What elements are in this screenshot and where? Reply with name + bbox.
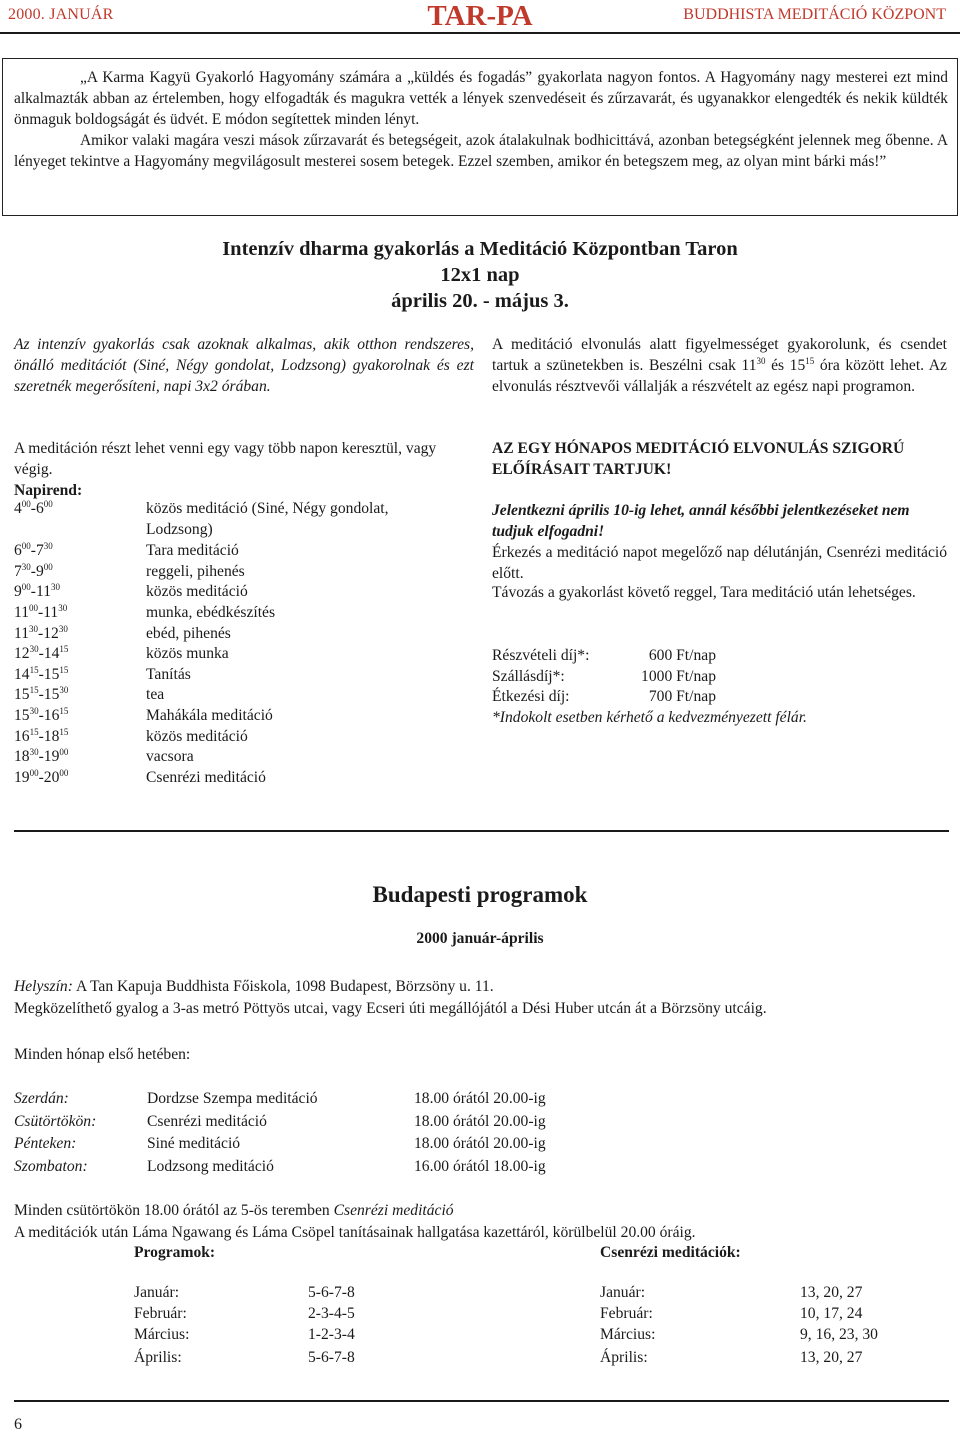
schedule-time: $6^{00}-7^{30}$: [14, 541, 53, 559]
fee-value: 600 Ft/nap: [648, 647, 716, 664]
schedule-minute: 30: [43, 541, 53, 551]
csenrezi-days: 13, 20, 27: [800, 1284, 863, 1301]
participation-text: A meditáción részt lehet venni egy vagy több napon keresztül, vagy végig.: [14, 440, 437, 478]
schedule-time: $16^{15}-18^{15}$: [14, 727, 69, 745]
schedule-time: $15^{30}-16^{15}$: [14, 706, 69, 724]
budapest-subtitle: 2000 január-április: [416, 930, 544, 947]
schedule-time: $7^{30}-9^{00}$: [14, 562, 53, 580]
header-divider: [0, 32, 960, 34]
schedule-minute: 00: [43, 499, 53, 509]
application-deadline: Jelentkezni április 10-ig lehet, annál későbbi jelentkezéseket nem tudjuk elfogadni!: [492, 502, 910, 540]
weekly-practice: Lodzsong meditáció: [147, 1158, 274, 1175]
schedule-minute: 00: [21, 582, 31, 592]
schedule-time: $18^{30}-19^{00}$: [14, 747, 69, 765]
footer-divider: [14, 1400, 949, 1402]
program-days: 5-6-7-8: [308, 1284, 355, 1301]
weekly-time: 18.00 órától 20.00-ig: [414, 1135, 546, 1152]
programs-label: Programok:: [134, 1244, 216, 1261]
schedule-activity: vacsora: [146, 748, 194, 765]
weekly-practice: Siné meditáció: [147, 1135, 241, 1152]
rules-note: AZ EGY HÓNAPOS MEDITÁCIÓ ELVONULÁS SZIGORÚ ELŐÍRÁSAIT TARTJUK!: [492, 440, 905, 478]
program-month: Március:: [134, 1326, 190, 1343]
schedule-time: $9^{00}-11^{30}$: [14, 582, 61, 600]
quote-box: [2, 58, 958, 216]
schedule-activity: Mahákála meditáció: [146, 707, 273, 724]
venue-line: Helyszín: A Tan Kapuja Buddhista Főiskola, 1098 Budapest, Börzsöny u. 11.: [14, 978, 494, 995]
schedule-minute: 15: [59, 706, 69, 716]
schedule-time: $15^{15}-15^{30}$: [14, 685, 69, 703]
schedule-minute: 30: [29, 747, 39, 757]
schedule-activity: közös munka: [146, 645, 229, 662]
intensive-dates: április 20. - május 3.: [391, 290, 569, 312]
weekly-day: Szerdán:: [14, 1090, 69, 1107]
fee-label: Részvételi díj*:: [492, 647, 590, 664]
program-days: 5-6-7-8: [308, 1349, 355, 1366]
csenrezi-days: 9, 16, 23, 30: [800, 1326, 878, 1343]
schedule-minute: 00: [29, 603, 39, 613]
weekly-time: 16.00 órától 18.00-ig: [414, 1158, 546, 1175]
schedule-minute: 15: [29, 685, 39, 695]
weekly-practice: Csenrézi meditáció: [147, 1113, 267, 1130]
after-meditation-line: A meditációk után Láma Ngawang és Láma Csöpel tanításainak hallgatása kazettáról, körülbelül 20.00 óráig.: [14, 1224, 696, 1241]
schedule-time: $4^{00}-6^{00}$: [14, 499, 53, 517]
csenrezi-month: Április:: [600, 1349, 648, 1366]
schedule-minute: 00: [59, 768, 69, 778]
schedule-minute: 00: [29, 768, 39, 778]
access-line: Megközelíthető gyalog a 3-as metró Pöttyös utcai, vagy Ecseri úti megállójától a Dési Huber utcán át a Börzsöny utcáig.: [14, 1000, 767, 1017]
schedule-minute: 00: [21, 499, 31, 509]
schedule-activity: Csenrézi meditáció: [146, 769, 266, 786]
program-month: Január:: [134, 1284, 180, 1301]
program-month: Február:: [134, 1305, 187, 1322]
header-date: 2000. JANUÁR: [8, 6, 114, 23]
schedule-activity: közös meditáció: [146, 728, 248, 745]
thursday-line: Minden csütörtökön 18.00 órától az 5-ös teremben Csenrézi meditáció: [14, 1202, 454, 1219]
page-number: 6: [14, 1416, 22, 1433]
schedule-time: $12^{30}-14^{15}$: [14, 644, 69, 662]
csenrezi-days: 10, 17, 24: [800, 1305, 863, 1322]
schedule-minute: 15: [29, 665, 39, 675]
header-org: BUDDHISTA MEDITÁCIÓ KÖZPONT: [683, 6, 946, 23]
intensive-intro: Az intenzív gyakorlás csak azoknak alkalmas, akik otthon rendszeres, önálló meditációt (Siné, Négy gondolat, Lodzsong) gyakorolnak és ezt szeretnék megerősíteni, napi 3x2 órában.: [14, 336, 474, 395]
program-days: 1-2-3-4: [308, 1326, 355, 1343]
schedule-activity: tea: [146, 686, 165, 703]
schedule-minute: 00: [59, 747, 69, 757]
header-title: TAR-PA: [427, 0, 533, 32]
arrival-note: Érkezés a meditáció napot megelőző nap délutánján, Csenrézi meditáció előtt.: [492, 544, 947, 582]
departure-note: Távozás a gyakorlást követő reggel, Tara meditáció után lehetséges.: [492, 584, 916, 601]
schedule-time: $14^{15}-15^{15}$: [14, 665, 69, 683]
fee-label: Étkezési díj:: [492, 688, 570, 705]
weekly-day: Pénteken:: [14, 1135, 77, 1152]
schedule-time: $19^{00}-20^{00}$: [14, 768, 69, 786]
quote-paragraph-2: Amikor valaki magára veszi mások zűrzavarát és betegségeit, azok átalakulnak bodhicittává, azonban betegségként jelennek meg őbenne. A lényeget tekintve a Hagyomány megvilágosult mesterei sosem betegek. Ezzel szemben, amikor én betegszem meg, az olyan mint bárki más!”: [14, 132, 948, 170]
schedule-activity: közös meditáció (Siné, Négy gondolat, Lodzsong): [146, 500, 389, 538]
schedule-minute: 15: [59, 644, 69, 654]
schedule-minute: 30: [29, 706, 39, 716]
schedule-minute: 30: [51, 582, 61, 592]
csenrezi-label: Csenrézi meditációk:: [600, 1244, 741, 1261]
budapest-title: Budapesti programok: [372, 882, 588, 907]
schedule-time: $11^{30}-12^{30}$: [14, 624, 68, 642]
schedule-time: $11^{00}-11^{30}$: [14, 603, 68, 621]
csenrezi-month: Március:: [600, 1326, 656, 1343]
program-days: 2-3-4-5: [308, 1305, 355, 1322]
schedule-activity: Tanítás: [146, 666, 191, 683]
quote-paragraph-1: „A Karma Kagyü Gyakorló Hagyomány számára a „küldés és fogadás” gyakorlata nagyon fontos. A Hagyomány nagy mesterei ezt mind alkalmazták abban az értelemben, hogy elfogadták és magukra vették a lények szenvedéseit és zűrzavarát, és ugyanakkor elengedték és nekik küldték önmaguk boldogságát és üdvét. E módon segítettek minden lényt.: [14, 69, 948, 128]
schedule-minute: 00: [43, 562, 53, 572]
fee-value: 700 Ft/nap: [648, 688, 716, 705]
weekly-practice: Dordzse Szempa meditáció: [147, 1090, 318, 1107]
first-week-line: Minden hónap első hetében:: [14, 1046, 191, 1063]
schedule-minute: 15: [59, 665, 69, 675]
intensive-title: Intenzív dharma gyakorlás a Meditáció Központban Taron: [222, 238, 738, 260]
schedule-minute: 30: [29, 644, 39, 654]
schedule-activity: reggeli, pihenés: [146, 563, 245, 580]
intensive-duration: 12x1 nap: [440, 264, 520, 286]
program-month: Április:: [134, 1349, 182, 1366]
fee-value: 1000 Ft/nap: [641, 668, 716, 685]
schedule-activity: munka, ebédkészítés: [146, 604, 276, 621]
schedule-minute: 30: [58, 603, 68, 613]
schedule-minute: 30: [29, 624, 39, 634]
csenrezi-days: 13, 20, 27: [800, 1349, 863, 1366]
schedule-minute: 30: [21, 562, 31, 572]
csenrezi-month: Február:: [600, 1305, 653, 1322]
schedule-minute: 30: [58, 624, 68, 634]
retreat-note: A meditáció elvonulás alatt figyelmességet gyakorolunk, és csendet tartuk a szünetekben is. Beszélni csak $11^{30}$ és $15^{15}$ óra között lehet. Az elvonulás résztvevői vállalják a részvételt az egész napi programon.: [492, 336, 947, 395]
schedule-activity: közös meditáció: [146, 583, 248, 600]
schedule-minute: 30: [59, 685, 69, 695]
schedule-activity: ebéd, pihenés: [146, 625, 231, 642]
schedule-activity: Tara meditáció: [146, 542, 239, 559]
fee-label: Szállásdíj*:: [492, 668, 565, 685]
schedule-minute: 00: [21, 541, 31, 551]
schedule-label: Napirend:: [14, 482, 83, 499]
weekly-time: 18.00 órától 20.00-ig: [414, 1113, 546, 1130]
weekly-day: Csütörtökön:: [14, 1113, 97, 1130]
weekly-day: Szombaton:: [14, 1158, 88, 1175]
csenrezi-month: Január:: [600, 1284, 646, 1301]
weekly-time: 18.00 órától 20.00-ig: [414, 1090, 546, 1107]
section-divider: [14, 830, 949, 832]
schedule-minute: 15: [29, 727, 39, 737]
fee-footnote: *Indokolt esetben kérhető a kedvezményezett félár.: [492, 709, 807, 726]
schedule-minute: 15: [59, 727, 69, 737]
